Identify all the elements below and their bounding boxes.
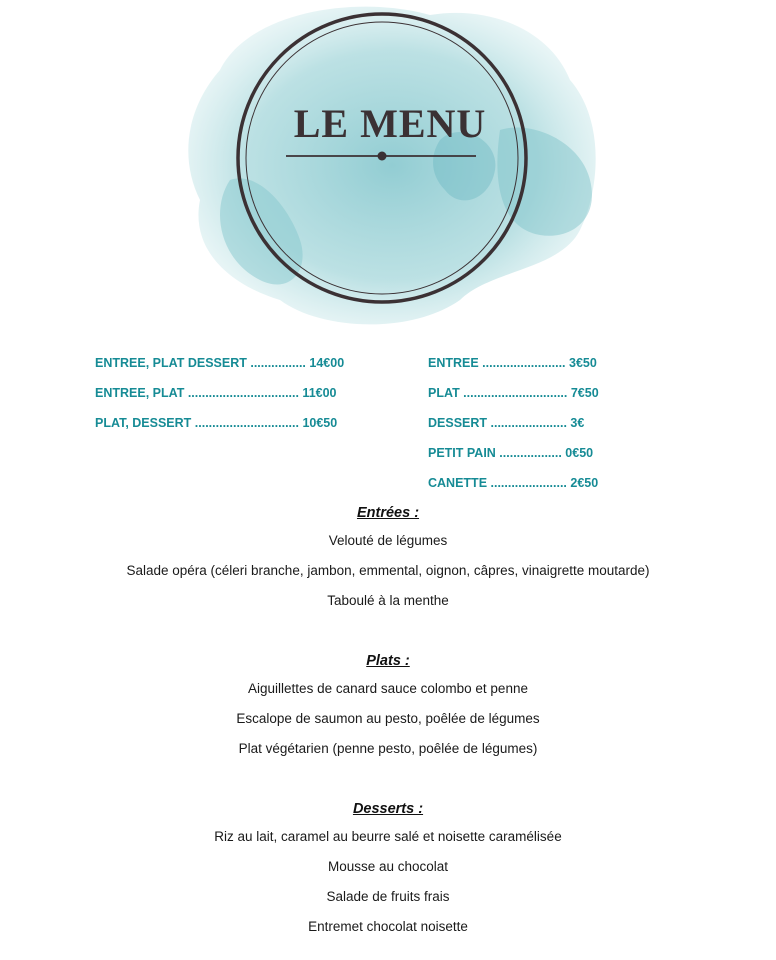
menu-body (0, 500, 776, 946)
dish-item: Escalope de saumon au pesto, poêlée de légumes (236, 711, 540, 726)
dish-item: Plat végétarien (penne pesto, poêlée de légumes) (238, 741, 538, 756)
menu-title: LE MENU (293, 101, 487, 146)
dish-item: Velouté de légumes (328, 533, 448, 548)
price-line: CANETTE ...................... 2€50 (428, 476, 599, 490)
dish-item: Salade opéra (céleri branche, jambon, emmental, oignon, câpres, vinaigrette moutarde) (126, 563, 650, 578)
dish-item: Mousse au chocolat (327, 859, 449, 874)
section-entrees (0, 500, 776, 620)
price-list-formulas (95, 352, 344, 442)
watercolor-circle-emblem (160, 0, 620, 335)
price-list-items (428, 352, 599, 502)
price-line: ENTREE, PLAT DESSERT ................ 14€00 (95, 356, 345, 370)
price-line: ENTREE, PLAT ................................ 11€00 (95, 386, 337, 400)
price-line: PLAT, DESSERT .............................. 10€50 (95, 416, 338, 430)
divider-dot (378, 152, 387, 161)
section-title: Plats : (366, 653, 410, 669)
section-desserts (0, 796, 776, 946)
dish-item: Entremet chocolat noisette (308, 919, 468, 934)
price-line: ENTREE ........................ 3€50 (428, 356, 597, 370)
dish-item: Salade de fruits frais (326, 889, 450, 904)
dish-item: Aiguillettes de canard sauce colombo et penne (248, 681, 528, 696)
price-line: DESSERT ...................... 3€ (428, 416, 585, 430)
section-title: Desserts : (352, 801, 424, 817)
dish-item: Riz au lait, caramel au beurre salé et noisette caramélisée (214, 829, 562, 844)
price-line: PETIT PAIN .................. 0€50 (428, 446, 594, 460)
section-title: Entrées : (356, 505, 420, 521)
section-plats (0, 648, 776, 768)
menu-logo (160, 0, 620, 335)
dish-item: Taboulé à la menthe (327, 593, 449, 608)
price-line: PLAT .............................. 7€50 (428, 386, 599, 400)
